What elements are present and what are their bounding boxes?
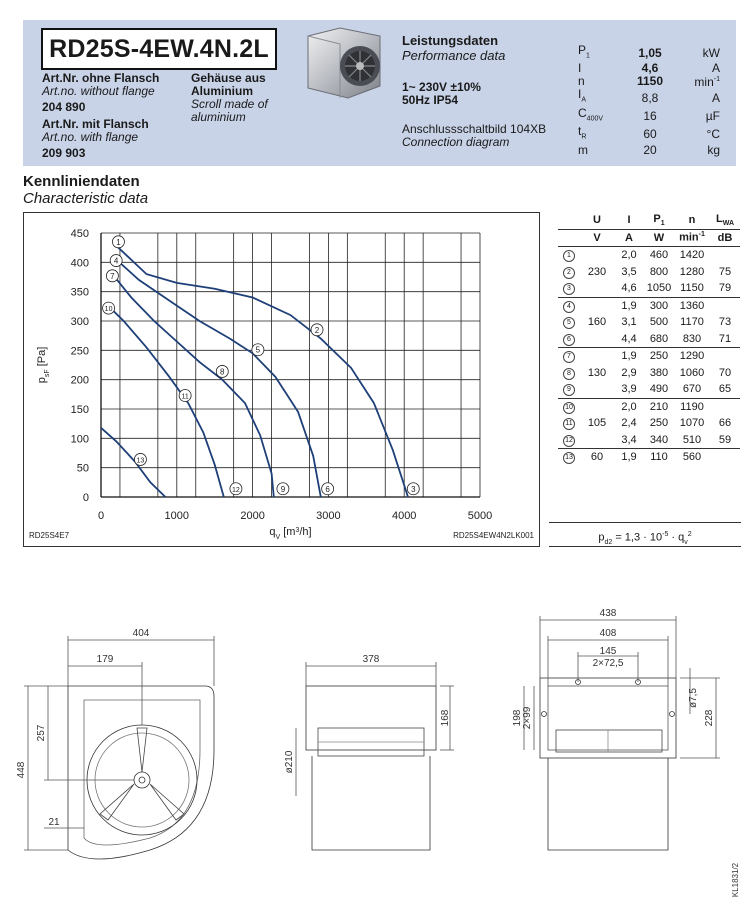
table-cell-n: 670	[682, 383, 702, 396]
perf-value: 16	[643, 108, 657, 123]
table-cell-U	[580, 331, 614, 348]
chart-marker-label-2: 2	[314, 325, 320, 335]
chart-marker-label-13: 13	[136, 457, 145, 465]
table-cell-U	[580, 247, 614, 264]
table-cell-P: 460	[644, 247, 674, 264]
table-row	[558, 415, 740, 432]
perf-row	[578, 44, 720, 62]
table-cell-U	[580, 297, 614, 314]
table-row-id: 13	[558, 449, 580, 466]
table-cell-I: 2,4	[621, 417, 637, 430]
formula-sub2: v	[684, 538, 688, 546]
perf-unit: µF	[705, 108, 720, 123]
perf-symbol: $C_{400V}$	[578, 105, 604, 123]
table-cell-I: 2,9	[621, 366, 637, 379]
table-cell-L: 79	[718, 282, 732, 295]
formula-sup2: 2	[687, 531, 692, 538]
table-row	[558, 331, 740, 348]
table-cell-n: 1290	[674, 348, 710, 365]
table-cell-n: 1170	[680, 316, 704, 329]
flange-height-pitch: 2×99	[522, 706, 533, 730]
table-cell-U: 160	[587, 316, 607, 329]
table-row	[558, 247, 740, 264]
connection-de: Anschlussschaltbild 104XB	[402, 122, 547, 136]
housing-en-2: aluminium	[191, 110, 246, 124]
table-cell-U	[580, 381, 614, 398]
table-header-cell: U	[593, 214, 601, 227]
section-title	[23, 173, 148, 207]
formula-rest: = 1,3 · 10	[612, 531, 663, 544]
chart-x-tick: 3000	[316, 510, 341, 522]
table-cell-P: 250	[644, 348, 674, 365]
table-cell-L: 70	[718, 366, 732, 379]
table-row-id: 6	[558, 331, 580, 348]
table-cell-L	[710, 297, 740, 314]
side-height: 168	[440, 709, 451, 727]
chart-y-tick: 0	[82, 492, 89, 504]
table-units-row	[558, 229, 740, 247]
connection-block	[402, 123, 546, 149]
chart-y-tick: 150	[70, 404, 89, 416]
table-cell-U	[580, 280, 614, 297]
voltage: 1~ 230V ±10%	[402, 80, 481, 94]
table-row-id: 12	[558, 432, 580, 449]
art-no-without-flange-en: Art.no. without flange	[42, 84, 155, 98]
product-photo	[300, 24, 392, 104]
perf-row	[578, 125, 720, 143]
table-cell-U: 60	[580, 449, 614, 466]
flange-hole-span: 145	[599, 646, 617, 657]
table-cell-I: 3,9	[621, 383, 637, 396]
front-width: 404	[132, 628, 150, 639]
chart-x-label: $q_V$ $[m^3/h]$	[269, 526, 312, 541]
table-cell-P: 250	[649, 417, 669, 430]
table-row	[558, 314, 740, 331]
voltage-block	[402, 81, 481, 107]
formula-sup: -5	[662, 531, 669, 538]
flange-inner: 408	[599, 628, 617, 639]
table-cell-L	[710, 449, 740, 466]
formula-sub: d2	[604, 538, 613, 546]
perf-value: 20	[643, 142, 657, 157]
formula-box	[549, 522, 741, 547]
chart-y-tick: 300	[70, 316, 89, 328]
table-cell-U: 105	[587, 417, 607, 430]
perf-symbol: n	[578, 74, 585, 89]
table-cell-I: 3,5	[621, 265, 637, 278]
table-cell-L: 65	[718, 383, 732, 396]
perf-symbol: m	[578, 142, 588, 157]
side-diameter: ø210	[284, 750, 295, 774]
dimension-drawings	[0, 600, 744, 900]
chart-y-tick: 350	[70, 286, 89, 299]
perf-unit: A	[711, 61, 720, 76]
perf-title	[402, 33, 505, 63]
table-row-id: 2	[558, 264, 580, 281]
table-header-row	[558, 212, 740, 229]
chart-marker-label-11: 11	[181, 393, 189, 401]
table-cell-I: 3,4	[621, 433, 637, 446]
table-cell-n: 1420	[674, 247, 710, 264]
table-row-id: 10	[558, 398, 580, 415]
perf-symbol: $P_1$	[578, 43, 590, 60]
chart-marker-label-12: 12	[232, 486, 240, 494]
table-cell-I: 2,0	[614, 398, 644, 415]
table-cell-U: 130	[587, 366, 607, 379]
table-cell-I: 1,9	[614, 449, 644, 466]
front-view-drawing	[16, 628, 214, 859]
perf-value: 8,8	[641, 90, 659, 105]
table-row-id: 8	[558, 365, 580, 382]
chart-marker-label-3: 3	[411, 484, 416, 494]
art-no-without-flange-value: 204 890	[42, 100, 86, 114]
table-row	[558, 381, 740, 398]
table-unit-cell: $\min^{-1}$	[674, 229, 710, 247]
chart-x-tick: 5000	[467, 510, 493, 522]
perf-value: 1150	[636, 74, 664, 89]
table-row-id: 7	[558, 348, 580, 365]
perf-unit: $\min^{-1}$	[694, 75, 720, 90]
chart-marker-label-4: 4	[113, 256, 119, 266]
table-cell-P: 340	[649, 433, 669, 446]
chart-curve-10	[109, 306, 224, 497]
table-row	[558, 398, 740, 415]
table-cell-P: 500	[649, 316, 669, 329]
chart-footer-left: RD25S4E7	[29, 531, 70, 540]
chart-curve-4	[113, 256, 321, 497]
table-cell-P: 300	[644, 297, 674, 314]
model-title-box	[41, 28, 277, 70]
chart-x-tick: 2000	[240, 510, 265, 522]
chart-curve-1	[118, 248, 408, 497]
art-no-without-flange-de: Art.Nr. ohne Flansch	[42, 71, 160, 85]
model-title: RD25S-4EW.4N.2L	[49, 35, 269, 63]
table-cell-P: 800	[649, 265, 669, 278]
art-no-with-flange-de: Art.Nr. mit Flansch	[42, 117, 149, 131]
table-cell-L	[710, 348, 740, 365]
perf-symbol: I	[578, 61, 582, 76]
table-cell-U	[580, 348, 614, 365]
front-height-total: 448	[16, 761, 27, 779]
table-header-cell: n	[688, 214, 696, 227]
housing-de-1: Gehäuse aus	[191, 71, 266, 85]
chart-marker-label-8: 8	[220, 367, 225, 377]
perf-unit: °C	[706, 127, 720, 142]
chart-y-tick: 450	[70, 228, 89, 240]
perf-title-de: Leistungsdaten	[402, 33, 499, 48]
table-cell-U: 230	[587, 265, 607, 278]
table-row	[558, 449, 740, 466]
chart-y-tick: 200	[70, 374, 89, 387]
perf-unit: kW	[702, 46, 720, 61]
table-cell-n: 830	[682, 332, 702, 345]
table-row	[558, 297, 740, 314]
table-cell-L: 59	[718, 433, 732, 446]
table-unit-cell: W	[644, 229, 674, 247]
table-cell-n: 510	[682, 433, 702, 446]
perf-row	[578, 144, 720, 156]
table-cell-n: 1360	[674, 297, 710, 314]
front-offset: 179	[96, 654, 114, 665]
table-cell-I: 4,4	[621, 332, 637, 345]
chart-marker-label-7: 7	[110, 271, 115, 281]
table-cell-P: 110	[644, 449, 674, 466]
freq-ip: 50Hz IP54	[402, 93, 459, 107]
table-units-blank	[558, 229, 580, 247]
table-row-id: 9	[558, 381, 580, 398]
housing-de-2: Aluminium	[191, 84, 253, 98]
chart-x-tick: 0	[97, 510, 105, 522]
perf-row	[578, 62, 720, 74]
table-cell-I: 1,9	[614, 348, 644, 365]
chart-y-tick: 50	[76, 462, 89, 475]
table-cell-n: 560	[674, 449, 710, 466]
table-cell-L: 73	[718, 316, 732, 329]
table-cell-P: 1050	[646, 282, 672, 295]
connection-en: Connection diagram	[402, 135, 510, 149]
table-cell-n: 1280	[679, 265, 705, 278]
table-row	[558, 432, 740, 449]
table-cell-I: 3,1	[621, 316, 637, 329]
chart-y-tick: 100	[70, 433, 89, 446]
flange-height-outer: 228	[704, 709, 715, 727]
table-row	[558, 365, 740, 382]
table-cell-I: 1,9	[614, 297, 644, 314]
front-height-upper: 257	[36, 724, 47, 742]
table-row-id: 4	[558, 297, 580, 314]
art-no-with-flange-en: Art.no. with flange	[42, 130, 139, 144]
table-row	[558, 348, 740, 365]
formula-p: p	[598, 531, 605, 544]
table-header-cell: $P_1$	[653, 213, 665, 228]
perf-value: 4,6	[641, 61, 659, 76]
table-cell-P: 680	[649, 332, 669, 345]
perf-row	[578, 88, 720, 106]
perf-symbol: $I_A$	[578, 87, 587, 104]
flange-height-inner: 198	[512, 709, 523, 727]
perf-unit: kg	[707, 142, 720, 157]
performance-table	[578, 44, 720, 156]
flange-outer: 438	[599, 608, 617, 619]
table-header-blank	[558, 212, 580, 229]
chart-marker-label-6: 6	[325, 484, 330, 494]
table-cell-n: 1190	[674, 398, 710, 415]
table-unit-cell: A	[614, 229, 644, 247]
table-row	[558, 264, 740, 281]
side-view-drawing	[284, 654, 454, 850]
section-title-en: Characteristic data	[23, 190, 149, 207]
chart-marker-label-10: 10	[104, 306, 113, 314]
doc-id: KL1831/2	[731, 862, 740, 898]
perf-value: 1,05	[638, 46, 662, 61]
chart-x-tick: 4000	[391, 510, 417, 522]
characteristic-table	[558, 212, 740, 466]
section-title-de: Kennliniendaten	[23, 173, 140, 190]
table-cell-P: 210	[644, 398, 674, 415]
chart-marker-label-1: 1	[116, 237, 121, 247]
perf-unit: A	[711, 90, 720, 105]
table-cell-U	[580, 432, 614, 449]
perf-value: 60	[643, 127, 657, 142]
housing-block	[191, 72, 268, 124]
table-cell-n: 1060	[679, 366, 705, 379]
flange-hole-pitch: 2×72,5	[592, 658, 624, 669]
table-cell-L	[710, 247, 740, 264]
table-cell-U	[580, 398, 614, 415]
table-row-id: 1	[558, 247, 580, 264]
perf-symbol: $t_R$	[578, 124, 587, 141]
table-unit-cell: dB	[710, 229, 740, 247]
table-cell-L: 71	[718, 332, 732, 345]
table-cell-L	[710, 398, 740, 415]
table-cell-P: 380	[649, 366, 669, 379]
table-cell-n: 1070	[679, 417, 705, 430]
chart-x-tick: 1000	[164, 510, 190, 522]
table-header-cell: I	[627, 214, 631, 227]
table-cell-I: 4,6	[621, 282, 637, 295]
art-no-with-flange-value: 209 903	[42, 146, 86, 160]
characteristic-chart	[23, 212, 540, 547]
chart-y-label: $p_{sF}$ [Pa]	[36, 346, 51, 384]
art-no-block	[42, 72, 159, 160]
flange-view-drawing	[512, 608, 720, 850]
table-cell-I: 2,0	[614, 247, 644, 264]
table-row	[558, 280, 740, 297]
chart-marker-label-5: 5	[255, 345, 261, 355]
table-header-cell: $L_{WA}$	[715, 213, 734, 228]
perf-row	[578, 74, 720, 88]
flange-hole-dia: ø7,5	[688, 687, 699, 709]
perf-title-en: Performance data	[402, 48, 506, 63]
chart-marker-label-9: 9	[280, 484, 286, 494]
table-cell-L: 75	[718, 265, 732, 278]
formula-end: · q	[668, 531, 685, 544]
table-row-id: 11	[558, 415, 580, 432]
chart-y-tick: 250	[70, 345, 89, 358]
chart-y-tick: 400	[70, 257, 89, 270]
side-width: 378	[362, 654, 380, 665]
table-cell-n: 1150	[680, 282, 704, 295]
table-cell-L: 66	[718, 417, 732, 430]
perf-row	[578, 107, 720, 125]
chart-footer-right: RD25S4EW4N2LK001	[453, 531, 534, 540]
table-row-id: 3	[558, 280, 580, 297]
housing-en-1: Scroll made of	[191, 97, 268, 111]
table-row-id: 5	[558, 314, 580, 331]
table-cell-P: 490	[649, 383, 669, 396]
front-small: 21	[48, 817, 60, 828]
table-unit-cell: V	[580, 229, 614, 247]
